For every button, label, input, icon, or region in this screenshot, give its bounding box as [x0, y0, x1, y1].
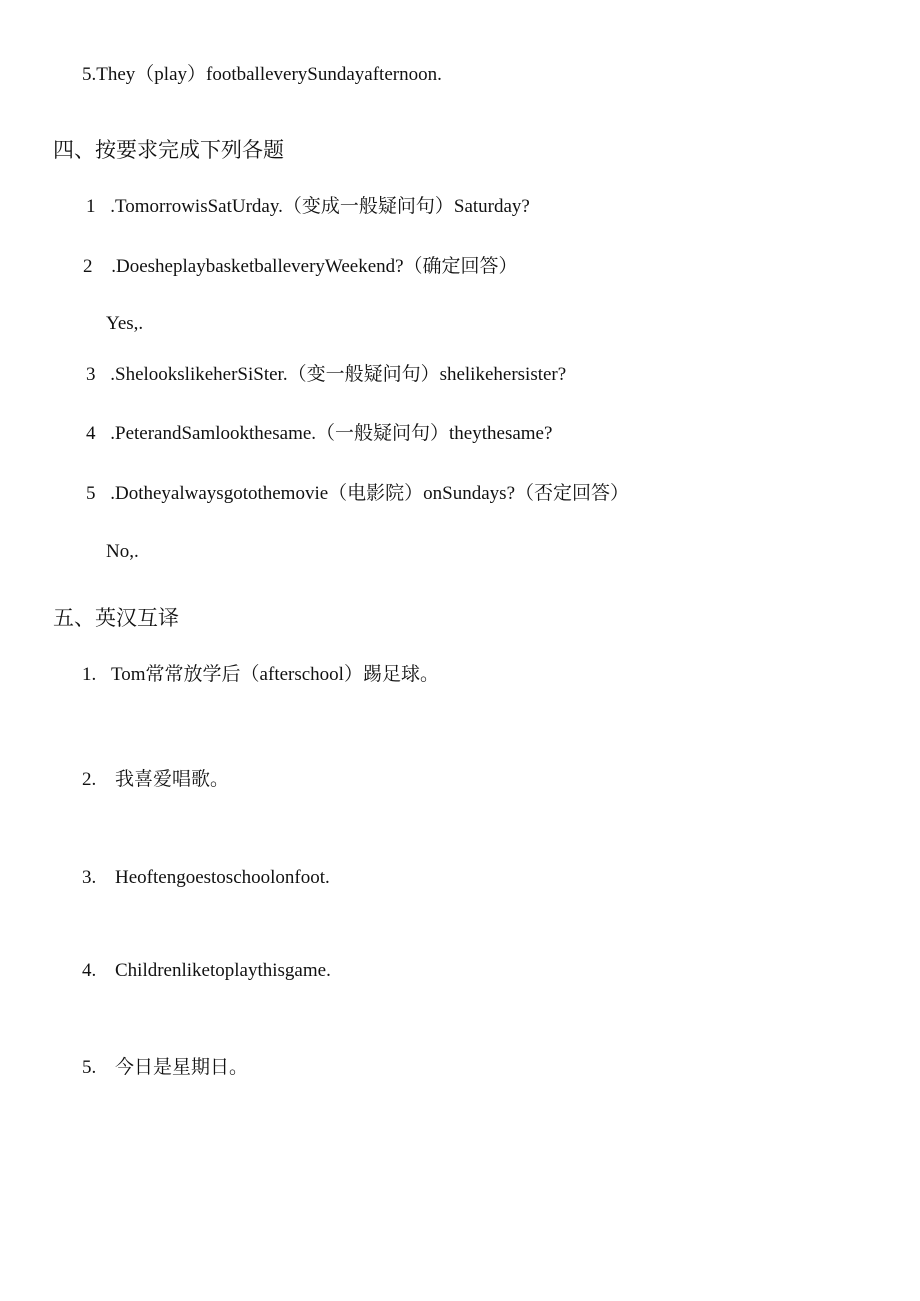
translation-text: 我喜爱唱歌。 [115, 769, 230, 790]
translation-number: 5. [82, 1057, 97, 1078]
question-number: 3 [86, 364, 96, 385]
translation-item-4 [82, 959, 331, 983]
question-item-4 [86, 422, 552, 446]
answer-line-2: Yes,. [106, 313, 144, 334]
question-item-5 [86, 482, 629, 506]
question-number: 4 [86, 423, 96, 444]
translation-item-2 [82, 768, 229, 792]
translation-text: 今日是星期日。 [115, 1057, 249, 1078]
translation-item-3 [82, 866, 330, 890]
exercise-item-5 [82, 63, 442, 87]
question-text: .Dotheyalwaysgotothemovie（电影院）onSundays?（否定回答） [110, 483, 630, 504]
translation-number: 3. [82, 867, 97, 888]
question-item-3 [86, 363, 566, 387]
question-number: 5 [86, 483, 96, 504]
translation-number: 1. [82, 664, 97, 685]
section-heading-4: 四、按要求完成下列各题 [53, 138, 284, 162]
exercise-text: 5.They（play）footballeverySundayafternoon. [82, 64, 442, 85]
translation-number: 4. [82, 960, 97, 981]
question-text: .ShelookslikeherSiSter.（变一般疑问句）shelikehersister? [110, 364, 567, 385]
translation-item-5 [82, 1056, 248, 1080]
section-heading-5: 五、英汉互译 [53, 606, 179, 630]
translation-number: 2. [82, 769, 97, 790]
question-item-1 [86, 195, 530, 219]
translation-text: Heoftengoestoschoolonfoot. [115, 867, 330, 888]
translation-item-1 [82, 663, 439, 687]
question-item-2 [83, 255, 518, 279]
question-number: 2 [83, 256, 93, 277]
question-text: .TomorrowisSatUrday.（变成一般疑问句）Saturday? [110, 196, 530, 217]
translation-text: Childrenliketoplaythisgame. [115, 960, 331, 981]
question-text: .PeterandSamlookthesame.（一般疑问句）theythesame? [110, 423, 553, 444]
question-text: .DoesheplaybasketballeveryWeekend?（确定回答） [111, 256, 518, 277]
answer-line-5: No,. [106, 541, 139, 562]
question-number: 1 [86, 196, 96, 217]
translation-text: Tom常常放学后（afterschool）踢足球。 [111, 664, 439, 685]
